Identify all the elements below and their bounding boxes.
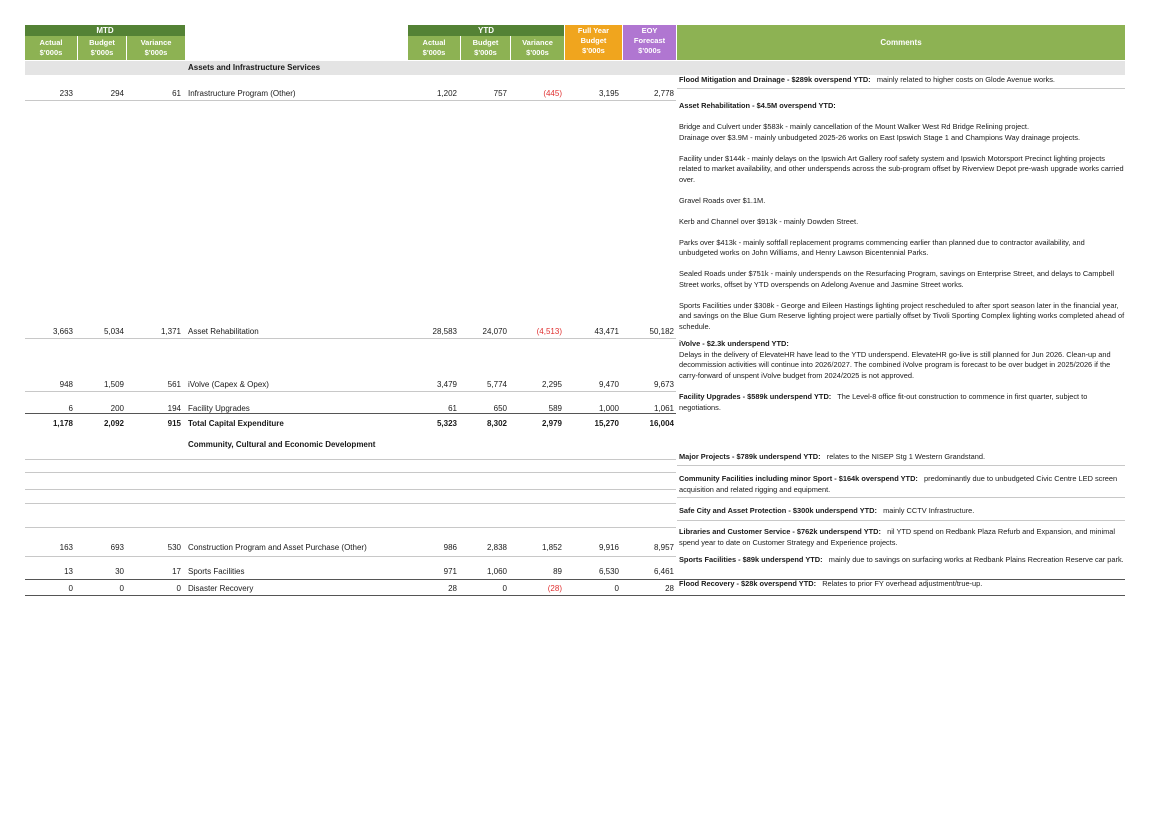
comment-sports-facilities	[679, 555, 1125, 566]
full-year-budget-header	[565, 25, 622, 60]
eoy-forecast-cell: 6,461	[653, 567, 674, 576]
comment-text: The Level-8 office fit-out construction to commence in first quarter, subject to negotiations.	[679, 392, 1088, 412]
comment-text: mainly due to savings on surfacing works at Redbank Plains Recreation Reserve car park.	[828, 555, 1124, 564]
comment-text: Drainage over $3.9M - mainly unbudgeted 2025-26 works on East Ipswich Stage 1 and Champions Way drainage projects.	[679, 132, 1081, 142]
section-title-community: Community, Cultural and Economic Development	[188, 440, 376, 449]
ytd-budget-cell: 650	[493, 404, 507, 413]
header-line: Budget	[89, 38, 115, 47]
comment-divider	[677, 520, 1125, 521]
mtd-budget-cell: 2,092	[103, 419, 124, 428]
ytd-variance-cell: 589	[548, 404, 562, 413]
comment-title: Flood Recovery - $28k overspend YTD:	[679, 579, 817, 588]
ytd-actual-cell: 28	[448, 584, 457, 593]
ytd-variance-cell: (28)	[547, 584, 562, 593]
header-line: $'000s	[474, 48, 497, 57]
mtd-variance-cell: 17	[172, 567, 181, 576]
comment-title: Major Projects - $789k underspend YTD:	[679, 452, 821, 461]
ytd-budget-header	[461, 36, 510, 60]
ytd-variance-cell: (4,513)	[536, 327, 562, 336]
comment-text: Sports Facilities under $308k - George and Eileen Hastings lighting project rescheduled to after sport season later in the financial year, and savings on the Blue Gum Reserve lighting project were partially offset by Tivoli Sporting Complex lighting works completed ahead of schedule.	[679, 300, 1125, 331]
fy-budget-cell: 6,530	[598, 567, 619, 576]
mtd-actual-header	[25, 36, 77, 60]
row-divider	[25, 595, 1125, 596]
row-label: Total Capital Expenditure	[188, 419, 284, 428]
row-label: Disaster Recovery	[188, 584, 254, 593]
comment-text: mainly related to higher costs on Glode Avenue works.	[876, 75, 1055, 84]
fy-budget-cell: 1,000	[598, 404, 619, 413]
ytd-budget-cell: 757	[493, 89, 507, 98]
ytd-variance-cell: 1,852	[541, 543, 562, 552]
comment-title: Flood Mitigation and Drainage - $289k overspend YTD:	[679, 75, 871, 84]
ytd-budget-cell: 24,070	[482, 327, 507, 336]
comment-title: iVolve - $2.3k underspend YTD:	[679, 339, 789, 348]
eoy-forecast-cell: 28	[665, 584, 674, 593]
header-line: $'000s	[638, 46, 661, 55]
ytd-variance-cell: 89	[553, 567, 562, 576]
header-line: Variance	[140, 38, 172, 47]
comment-text: Facility under $144k - mainly delays on the Ipswich Art Gallery roof safety system and Ipswich Motorsport Precinct lighting projects related to market availability, and other underspends across the sub-program offset by Riverview Depot pre-wash upgrade works carried over.	[679, 153, 1124, 184]
header-line: Forecast	[633, 36, 666, 45]
header-line: $'000s	[39, 48, 63, 57]
mtd-budget-header	[78, 36, 126, 60]
row-divider	[25, 391, 676, 392]
eoy-forecast-cell: 9,673	[653, 380, 674, 389]
comment-text: Parks over $413k - mainly softfall replacement programs commencing earlier than planned due to contractor availability, and unbudgeted works on John Williams, and Henry Lawson Bicentennial Parks.	[679, 237, 1085, 257]
comment-safe-city	[679, 506, 1125, 517]
ytd-budget-cell: 2,838	[486, 543, 507, 552]
mtd-actual-cell: 13	[64, 567, 73, 576]
mtd-variance-header	[127, 36, 185, 60]
mtd-actual-cell: 233	[59, 89, 73, 98]
comment-community-facilities	[679, 474, 1125, 495]
header-line: $'000s	[144, 48, 168, 57]
row-divider	[25, 413, 676, 414]
comment-text: Sealed Roads under $751k - mainly underspends on the Resurfacing Program, savings on Enterprise Street, and delays to Campbell Street works, offset by YTD overspends on Adelong Avenue and Jasmine Street works.	[679, 269, 1115, 289]
header-line: Actual	[39, 38, 63, 47]
comment-text: Bridge and Culvert under $583k - mainly cancellation of the Mount Walker West Rd Bridge Relining project.	[679, 122, 1029, 131]
header-line: $'000s	[422, 48, 446, 57]
mtd-budget-cell: 294	[110, 89, 124, 98]
header-line: EOY	[641, 26, 658, 35]
comment-divider	[677, 88, 1125, 89]
row-divider	[25, 489, 676, 490]
mtd-actual-cell: 3,663	[52, 327, 73, 336]
header-line: $'000s	[582, 46, 605, 55]
comment-title: Libraries and Customer Service - $762k underspend YTD:	[679, 527, 881, 536]
mtd-variance-cell: 1,371	[160, 327, 181, 336]
ytd-budget-cell: 5,774	[486, 380, 507, 389]
row-label: Asset Rehabilitation	[188, 327, 259, 336]
header-line: $'000s	[526, 48, 549, 57]
eoy-forecast-cell: 1,061	[653, 404, 674, 413]
mtd-variance-cell: 194	[167, 404, 181, 413]
mtd-variance-cell: 0	[176, 584, 181, 593]
row-divider	[25, 527, 676, 528]
header-line: $'000s	[90, 48, 114, 57]
mtd-variance-cell: 915	[167, 419, 181, 428]
fy-budget-cell: 9,470	[598, 380, 619, 389]
mtd-variance-cell: 61	[172, 89, 181, 98]
ytd-actual-cell: 1,202	[436, 89, 457, 98]
comment-title: Facility Upgrades - $589k underspend YTD:	[679, 392, 832, 401]
mtd-variance-cell: 561	[167, 380, 181, 389]
comment-text: relates to the NISEP Stg 1 Western Grandstand.	[826, 452, 986, 461]
comment-text: Gravel Roads over $1.1M.	[679, 195, 766, 205]
ytd-variance-cell: (445)	[543, 89, 562, 98]
row-divider	[25, 556, 676, 557]
comment-text: Delays in the delivery of ElevateHR have lead to the YTD underspend. ElevateHR go-live is still planned for Jun 2026. Clean-up and decommission activities will continue into 2026/2027. The combined iVolve program is forecast to be over budget in 2025/2026 if the carry-forward of unspent iVolve budget from 2024/2025 is not approved.	[679, 349, 1111, 380]
row-divider	[25, 338, 676, 339]
mtd-actual-cell: 1,178	[52, 419, 73, 428]
row-label: Facility Upgrades	[188, 404, 250, 413]
mtd-actual-cell: 6	[68, 404, 73, 413]
ytd-actual-cell: 5,323	[436, 419, 457, 428]
row-divider	[25, 459, 676, 460]
comment-text: Relates to prior FY overhead adjustment/true-up.	[822, 579, 983, 588]
mtd-budget-cell: 30	[115, 567, 124, 576]
header-line: Actual	[422, 38, 446, 47]
mtd-budget-cell: 1,509	[103, 380, 124, 389]
comment-text: mainly CCTV Infrastructure.	[883, 506, 975, 515]
comment-libraries	[679, 527, 1125, 548]
ytd-variance-cell: 2,979	[541, 419, 562, 428]
mtd-variance-cell: 530	[167, 543, 181, 552]
eoy-forecast-cell: 50,182	[649, 327, 674, 336]
comment-ivolve	[679, 339, 1125, 381]
eoy-forecast-cell: 2,778	[653, 89, 674, 98]
mtd-actual-cell: 948	[59, 380, 73, 389]
section-band-assets	[25, 61, 1125, 75]
comment-flood-mitigation	[679, 75, 1125, 86]
row-label: Infrastructure Program (Other)	[188, 89, 296, 98]
comment-title: Community Facilities including minor Sport - $164k overspend YTD:	[679, 474, 918, 483]
row-label: Sports Facilities	[188, 567, 245, 576]
fy-budget-cell: 3,195	[598, 89, 619, 98]
ytd-actual-cell: 971	[443, 567, 457, 576]
ytd-actual-cell: 3,479	[436, 380, 457, 389]
fy-budget-cell: 9,916	[598, 543, 619, 552]
ytd-header: YTD	[408, 25, 564, 36]
row-divider	[25, 472, 676, 473]
comment-text: nil YTD spend on Redbank Plaza Refurb and Expansion, and minimal spend year to date on Customer Strategy and Experience projects.	[679, 527, 1116, 547]
comment-divider	[677, 497, 1125, 498]
mtd-header: MTD	[25, 25, 185, 36]
mtd-budget-cell: 693	[110, 543, 124, 552]
comment-facility-upgrades	[679, 392, 1125, 413]
eoy-forecast-cell: 16,004	[649, 419, 674, 428]
ytd-budget-cell: 0	[502, 584, 507, 593]
row-divider	[25, 503, 676, 504]
mtd-budget-cell: 5,034	[103, 327, 124, 336]
ytd-actual-cell: 61	[448, 404, 457, 413]
ytd-variance-cell: 2,295	[541, 380, 562, 389]
comments-header: Comments	[677, 25, 1125, 60]
row-label: iVolve (Capex & Opex)	[188, 380, 269, 389]
comment-title: Asset Rehabilitation - $4.5M overspend YTD:	[679, 101, 836, 110]
fy-budget-cell: 15,270	[594, 419, 619, 428]
header-line: Budget	[472, 38, 499, 47]
comment-flood-recovery	[679, 579, 1125, 590]
comment-divider	[677, 465, 1125, 466]
ytd-actual-cell: 986	[443, 543, 457, 552]
ytd-budget-cell: 1,060	[486, 567, 507, 576]
eoy-forecast-cell: 8,957	[653, 543, 674, 552]
header-line: Variance	[522, 38, 553, 47]
mtd-budget-cell: 0	[119, 584, 124, 593]
row-divider	[25, 100, 676, 101]
comment-title: Safe City and Asset Protection - $300k underspend YTD:	[679, 506, 877, 515]
eoy-forecast-header	[623, 25, 676, 60]
comment-asset-rehabilitation	[679, 101, 1125, 332]
section-title-assets: Assets and Infrastructure Services	[188, 63, 321, 72]
ytd-actual-header	[408, 36, 460, 60]
mtd-budget-cell: 200	[110, 404, 124, 413]
row-label: Construction Program and Asset Purchase (Other)	[188, 543, 367, 552]
fy-budget-cell: 0	[614, 584, 619, 593]
header-line: Full Year	[577, 26, 610, 35]
mtd-actual-cell: 163	[59, 543, 73, 552]
comment-title: Sports Facilities - $89k underspend YTD:	[679, 555, 823, 564]
comment-text: Kerb and Channel over $913k - mainly Dowden Street.	[679, 216, 859, 226]
mtd-actual-cell: 0	[68, 584, 73, 593]
fy-budget-cell: 43,471	[594, 327, 619, 336]
ytd-variance-header	[511, 36, 564, 60]
comment-major-projects	[679, 452, 1125, 463]
ytd-actual-cell: 28,583	[432, 327, 457, 336]
header-line: Budget	[580, 36, 607, 45]
comment-text: predominantly due to unbudgeted Civic Centre LED screen acquisition and related rigging and equipment.	[679, 474, 1118, 494]
ytd-budget-cell: 8,302	[486, 419, 507, 428]
